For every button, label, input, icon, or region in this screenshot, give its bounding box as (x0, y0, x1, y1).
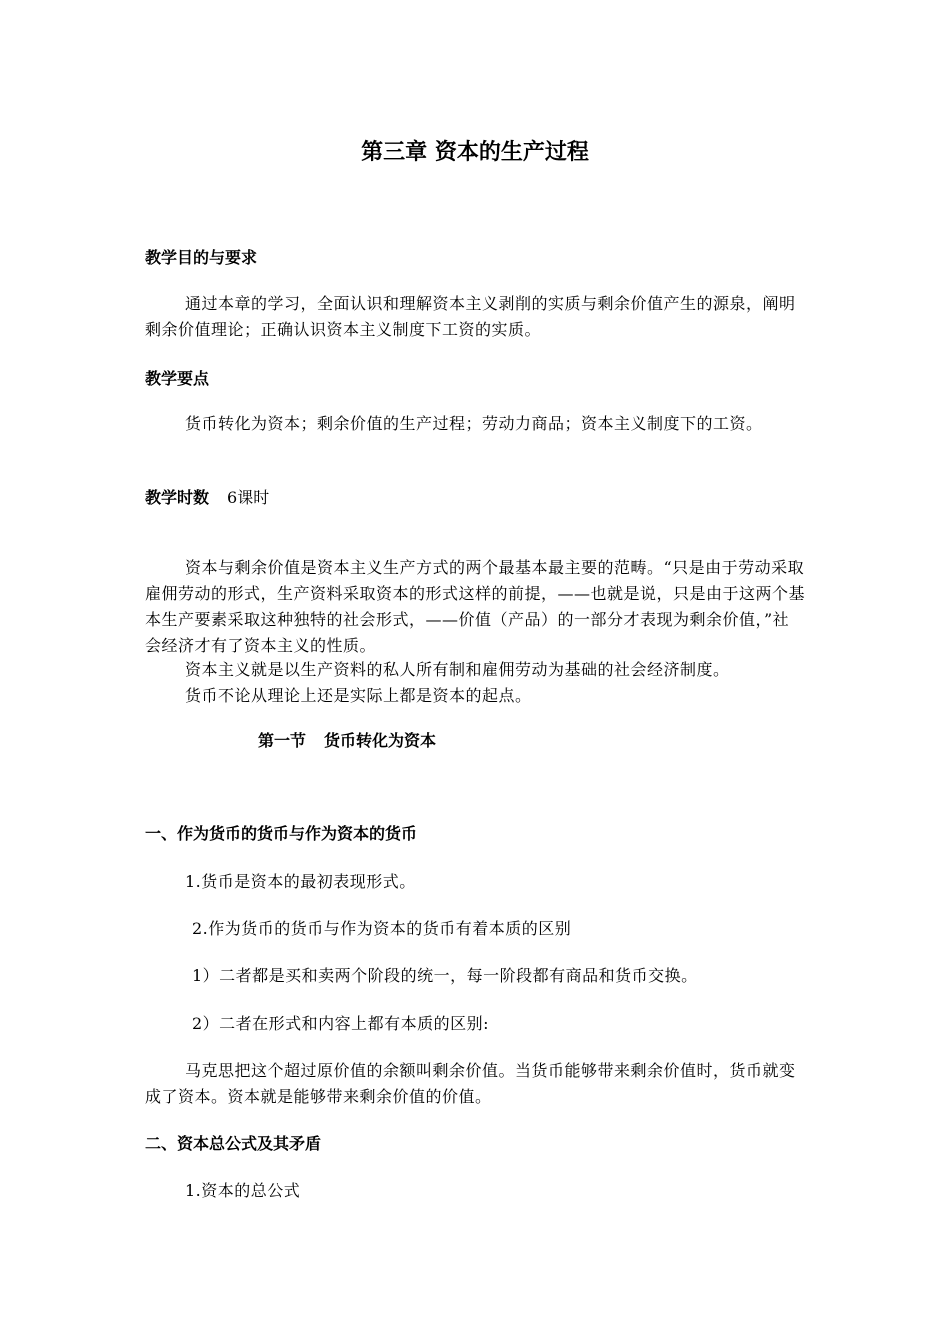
objectives-paragraph: 通过本章的学习，全面认识和理解资本主义剥削的实质与剩余价值产生的源泉，阐明剩余价值理论；正确认识资本主义制度下工资的实质。 (145, 294, 796, 339)
key-points-paragraph: 货币转化为资本；剩余价值的生产过程；劳动力商品；资本主义制度下的工资。 (185, 414, 763, 433)
teaching-hours-label: 教学时数 (145, 488, 210, 507)
teaching-hours-row (145, 487, 269, 509)
part-1-sub-1: 1）二者都是买和卖两个阶段的统一，每一阶段都有商品和货币交换。 (192, 966, 698, 985)
section-1-name: 货币转化为资本 (324, 731, 437, 750)
section-1-label: 第一节 (258, 731, 307, 750)
part-2-item-1: 1.资本的总公式 (185, 1181, 301, 1200)
teaching-hours-value: 6课时 (227, 488, 270, 507)
intro-line-money: 货币不论从理论上还是实际上都是资本的起点。 (185, 686, 532, 705)
chapter-title: 第三章 资本的生产过程 (361, 140, 589, 165)
section-1-title (258, 730, 436, 752)
intro-line-capitalism: 资本主义就是以生产资料的私人所有制和雇佣劳动为基础的社会经济制度。 (185, 660, 730, 679)
part-2-heading: 二、资本总公式及其矛盾 (145, 1134, 322, 1153)
part-1-item-2: 2.作为货币的货币与作为资本的货币有着本质的区别 (192, 919, 572, 938)
part-1-sub-2: 2）二者在形式和内容上都有本质的区别: (192, 1014, 490, 1033)
part-1-paragraph: 马克思把这个超过原价值的余额叫剩余价值。当货币能够带来剩余价值时，货币就变成了资本。资本就是能够带来剩余价值的价值。 (145, 1061, 796, 1106)
part-1-item-1: 1.货币是资本的最初表现形式。 (185, 872, 416, 891)
part-1-heading: 一、作为货币的货币与作为资本的货币 (145, 824, 418, 843)
objectives-heading: 教学目的与要求 (145, 248, 258, 267)
intro-paragraph: 资本与剩余价值是资本主义生产方式的两个最基本最主要的范畴。“只是由于劳动采取雇佣劳动的形式，生产资料采取资本的形式这样的前提，——也就是说，只是由于这两个基本生产要素采取这种独特的社会形式，——价值（产品）的一部分才表现为剩余价值，”社会经济才有了资本主义的性质。 (145, 558, 806, 655)
key-points-heading: 教学要点 (145, 369, 210, 388)
